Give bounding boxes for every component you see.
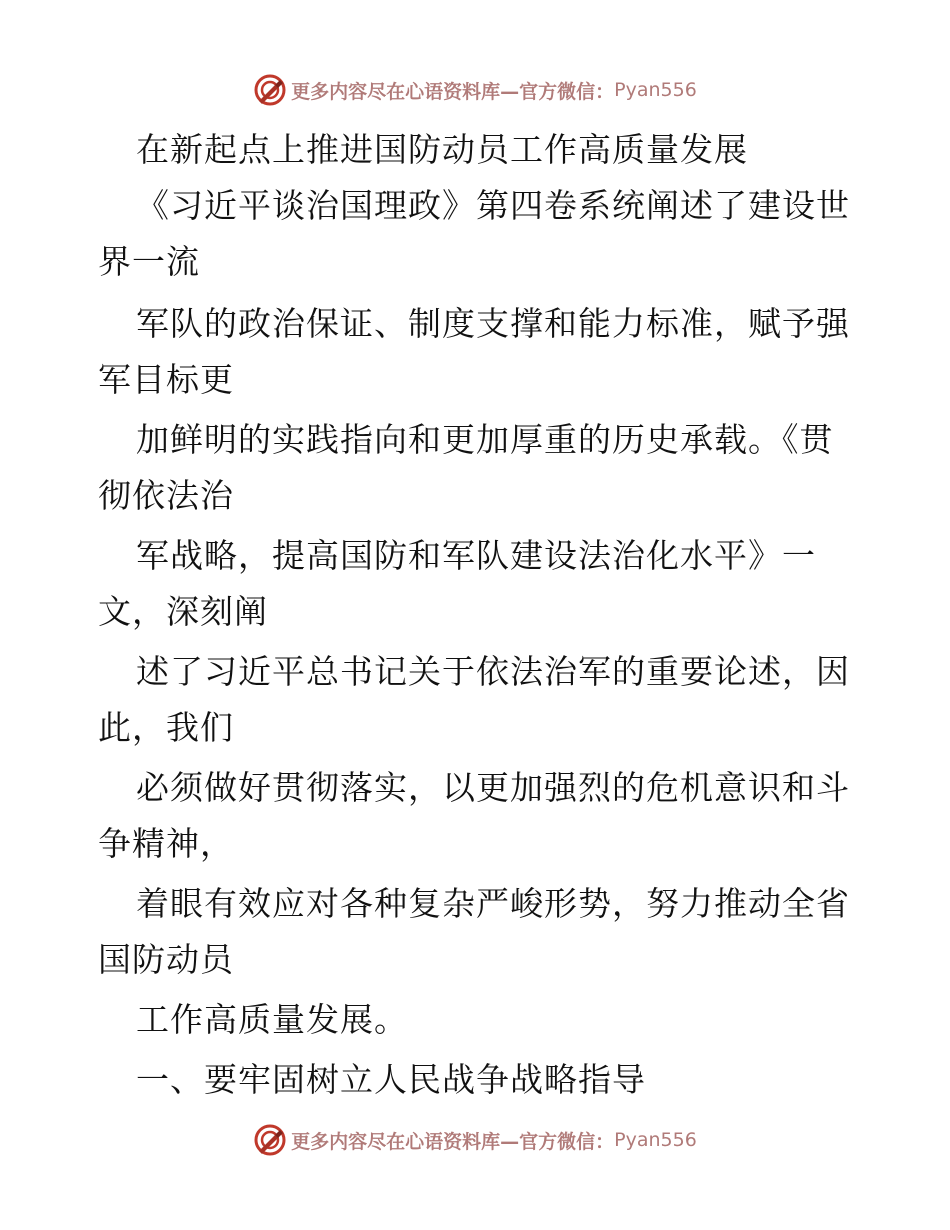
banner-text: 更多内容尽在心语资料库—官方微信：	[291, 1130, 615, 1153]
paragraph-line: 文，深刻阐	[98, 592, 268, 631]
paragraph-line: 国防动员	[98, 940, 234, 979]
paragraph-line: 军目标更	[98, 360, 234, 399]
paragraph-line: 界一流	[98, 242, 200, 281]
paragraph-line: 必须做好贯彻落实，以更加强烈的危机意识和斗	[136, 768, 850, 807]
paragraph-line: 述了习近平总书记关于依法治军的重要论述，因	[136, 652, 850, 691]
banner-wechat-id: Pyan556	[614, 1129, 697, 1151]
document-title: 在新起点上推进国防动员工作高质量发展	[136, 130, 748, 169]
paragraph-line: 此，我们	[98, 708, 234, 747]
paragraph-line: 工作高质量发展。	[136, 1000, 408, 1039]
paragraph-line: 军战略，提高国防和军队建设法治化水平》一	[136, 536, 816, 575]
header-banner	[0, 70, 950, 110]
banner-wechat-id: Pyan556	[614, 79, 697, 101]
spiral-pen-logo-icon	[253, 73, 287, 107]
footer-banner	[0, 1120, 950, 1160]
paragraph-line: 《习近平谈治国理政》第四卷系统阐述了建设世	[136, 186, 850, 225]
banner-text: 更多内容尽在心语资料库—官方微信：	[291, 80, 615, 103]
paragraph-line: 着眼有效应对各种复杂严峻形势，努力推动全省	[136, 884, 850, 923]
paragraph-line: 争精神，	[98, 824, 234, 863]
paragraph-line: 彻依法治	[98, 476, 234, 515]
paragraph-line: 军队的政治保证、制度支撑和能力标准，赋予强	[136, 304, 850, 343]
spiral-pen-logo-icon	[253, 1123, 287, 1157]
section-heading: 一、要牢固树立人民战争战略指导	[136, 1060, 646, 1099]
paragraph-line: 加鲜明的实践指向和更加厚重的历史承载。《贯	[136, 420, 834, 459]
